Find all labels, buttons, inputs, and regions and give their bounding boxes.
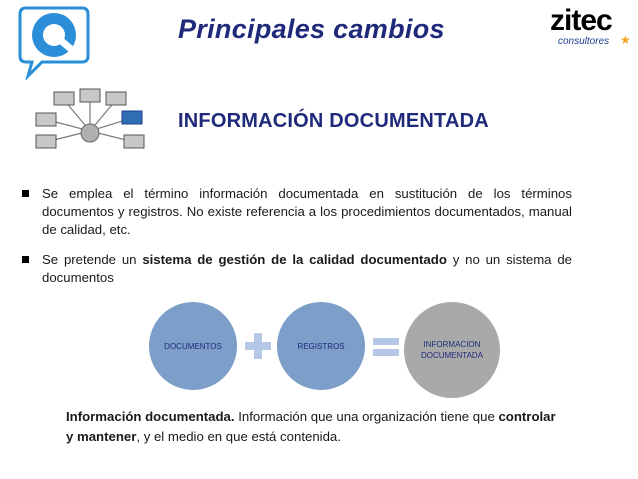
bullet-text-prefix: Se pretende un (42, 252, 143, 267)
registros-circle (277, 302, 365, 390)
zitec-logo (540, 6, 634, 54)
registros-label: REGISTROS (297, 341, 345, 351)
zitec-tagline: consultores (558, 36, 610, 47)
result-label-line2: DOCUMENTADA (420, 351, 484, 360)
bullet-item-1 (42, 185, 572, 239)
bullet-icon (22, 190, 29, 197)
definition-body-1: Información que una organización tiene que (234, 409, 499, 424)
bullet-text-suffix: y no un sistema de documentos (42, 252, 572, 285)
q-logo (12, 0, 92, 80)
zitec-brand-text: zitec (550, 4, 612, 37)
definition-bold-1: controlar (498, 409, 556, 424)
page-title: Principales cambios (178, 14, 445, 44)
definition-term: Información documentada. (66, 409, 235, 424)
bullet-icon (22, 256, 29, 263)
documentos-label: DOCUMENTOS (164, 341, 222, 351)
network-hub-icon (32, 86, 148, 158)
bullet-text: Se emplea el término información documentada en sustitución de los términos documentos y registros. No existe referencia a los procedimientos documentados, manual de calidad, etc. (42, 186, 572, 237)
documentos-circle (149, 302, 237, 390)
section-subtitle: INFORMACIÓN DOCUMENTADA (178, 110, 489, 132)
plus-icon (245, 333, 271, 359)
bullet-item-2 (42, 251, 572, 287)
equals-icon (373, 338, 399, 356)
definition-bold-2: y mantener (66, 429, 137, 444)
informacion-documentada-circle (404, 302, 500, 398)
result-label-line1: INFORMACION (423, 340, 481, 349)
definition-body-2: , y el medio en que está contenida. (136, 429, 341, 444)
definition-text (66, 407, 576, 447)
bullet-text-bold: sistema de gestión de la calidad documentado (142, 252, 447, 267)
star-icon: ★ (620, 33, 631, 47)
q-speech-bubble-icon (12, 0, 92, 80)
